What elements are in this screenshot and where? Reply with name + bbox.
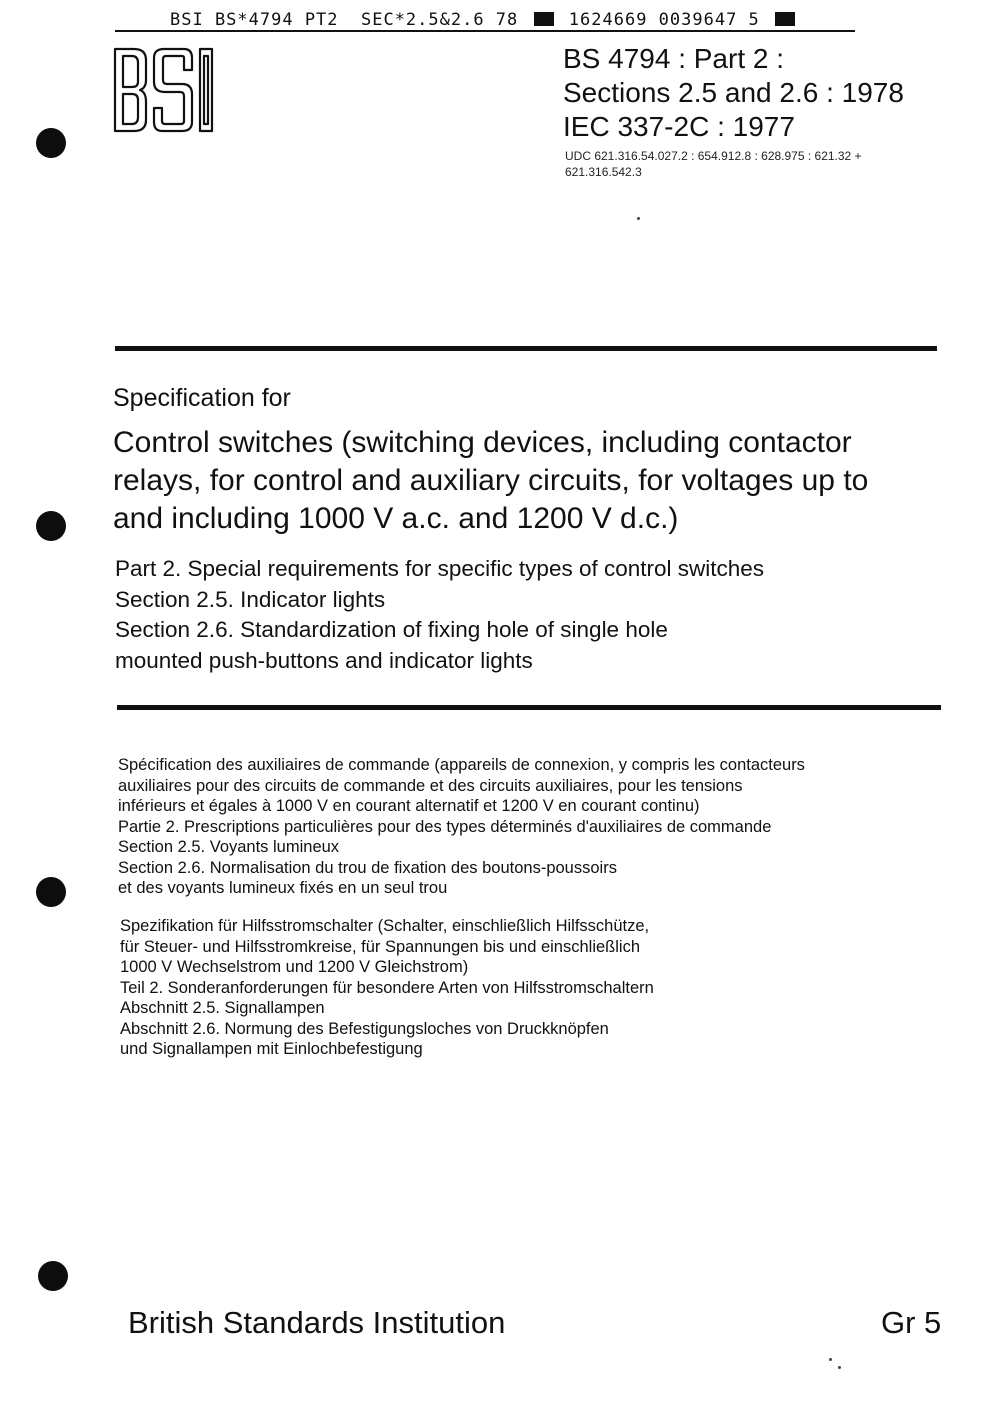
french-line: Partie 2. Prescriptions particulières pour des types déterminés d'auxiliaires de commande xyxy=(118,817,772,836)
standard-number: BS 4794 : Part 2 : xyxy=(563,43,785,74)
scan-speck xyxy=(829,1358,832,1361)
standard-sections: Sections 2.5 and 2.6 : 1978 xyxy=(563,77,904,108)
horizontal-rule xyxy=(115,346,937,351)
udc-line: 621.316.542.3 xyxy=(565,165,642,179)
french-line: inférieurs et égales à 1000 V en courant alternatif et 1200 V en courant continu) xyxy=(118,797,700,815)
french-line: auxiliaires pour des circuits de commande et des circuits auxiliaires, pour les tensions xyxy=(118,776,743,795)
title-line: relays, for control and auxiliary circuits, for voltages up to xyxy=(113,464,869,497)
stamp-block-mark xyxy=(775,12,795,26)
price-group: Gr 5 xyxy=(881,1305,942,1340)
stamp-text-left: BSI BS*4794 PT2 SEC*2.5&2.6 78 xyxy=(170,10,519,30)
punch-hole xyxy=(38,1261,68,1291)
german-line: 1000 V Wechselstrom und 1200 V Gleichstrom) xyxy=(120,958,469,976)
udc-classification xyxy=(565,148,945,180)
german-title-block xyxy=(120,916,950,1060)
horizontal-rule xyxy=(117,705,941,710)
title-line: and including 1000 V a.c. and 1200 V d.c.) xyxy=(113,502,679,535)
french-line: et des voyants lumineux fixés en un seul trou xyxy=(118,879,448,897)
udc-line: UDC 621.316.54.027.2 : 654.912.8 : 628.975 : 621.32 + xyxy=(565,149,862,163)
punch-hole xyxy=(36,128,66,158)
french-title-block xyxy=(118,755,948,899)
french-line: Section 2.5. Voyants lumineux xyxy=(118,838,340,856)
german-line: Spezifikation für Hilfsstromschalter (Schalter, einschließlich Hilfsschütze, xyxy=(120,917,650,935)
section-line: mounted push-buttons and indicator lights xyxy=(115,647,533,673)
section-line: Section 2.5. Indicator lights xyxy=(115,586,386,612)
bsi-logo xyxy=(112,46,216,134)
spec-for-label: Specification for xyxy=(113,384,291,412)
french-line: Section 2.6. Normalisation du trou de fixation des boutons-poussoirs xyxy=(118,858,617,877)
german-line: Abschnitt 2.5. Signallampen xyxy=(120,999,325,1017)
punch-hole xyxy=(36,877,66,907)
section-line: Section 2.6. Standardization of fixing hole of single hole xyxy=(115,617,668,642)
french-line: Spécification des auxiliaires de commande (appareils de connexion, y compris les contacteurs xyxy=(118,756,805,774)
scan-speck xyxy=(838,1366,841,1369)
punch-hole xyxy=(36,511,66,541)
iec-reference: IEC 337-2C : 1977 xyxy=(563,111,795,142)
part-line: Part 2. Special requirements for specific types of control switches xyxy=(115,556,765,581)
scan-speck xyxy=(637,217,640,220)
stamp-text-right: 1624669 0039647 5 xyxy=(568,10,760,30)
german-line: Abschnitt 2.6. Normung des Befestigungsloches von Druckknöpfen xyxy=(120,1019,609,1038)
german-line: und Signallampen mit Einlochbefestigung xyxy=(120,1040,423,1058)
document-title xyxy=(113,424,953,538)
document-subtitle xyxy=(115,554,935,676)
title-line: Control switches (switching devices, including contactor xyxy=(113,426,852,459)
publisher-name: British Standards Institution xyxy=(128,1305,506,1340)
document-stamp xyxy=(170,10,799,30)
german-line: Teil 2. Sonderanforderungen für besondere Arten von Hilfsstromschaltern xyxy=(120,978,654,997)
stamp-block-mark xyxy=(534,12,554,26)
standard-number-block xyxy=(563,42,904,144)
german-line: für Steuer- und Hilfsstromkreise, für Spannungen bis und einschließlich xyxy=(120,937,641,956)
stamp-underline xyxy=(115,30,855,32)
